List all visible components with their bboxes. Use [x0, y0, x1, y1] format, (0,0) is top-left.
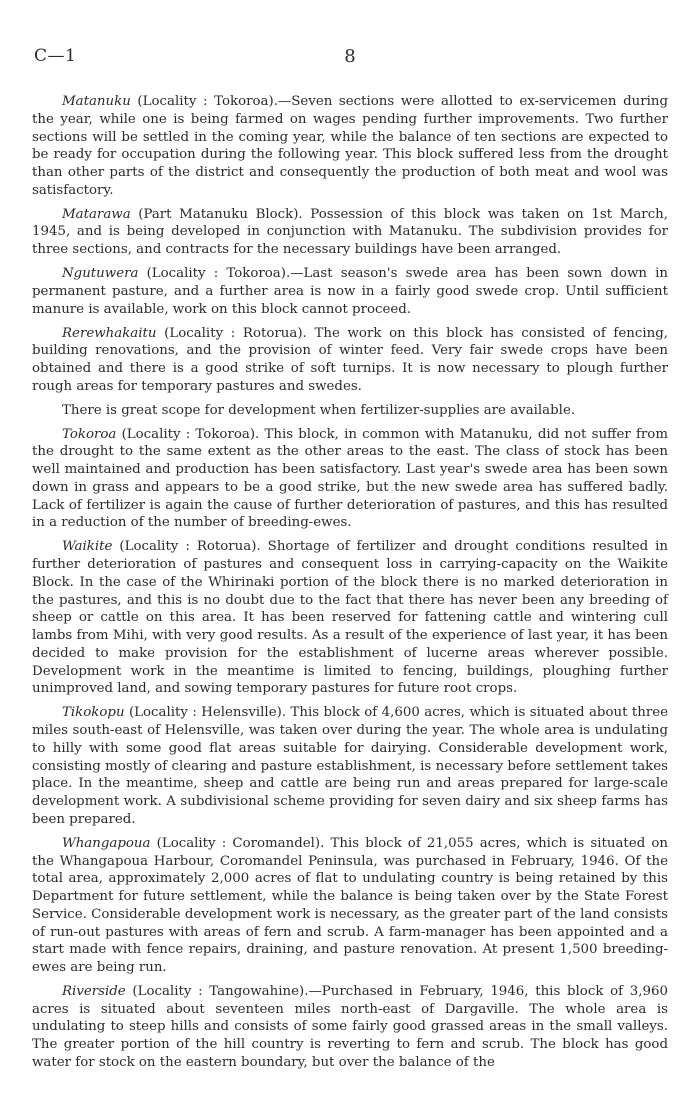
paragraph-whangapoua — [32, 835, 668, 977]
paragraph-fertilizer-note — [32, 402, 668, 420]
block-name: Matanuku — [62, 94, 131, 109]
running-header — [34, 46, 666, 70]
block-name: Whangapoua — [62, 835, 151, 851]
block-name: Tikokopu — [62, 705, 125, 721]
paragraph-text: (Locality : Tokoroa).—Seven sections were allotted to ex-servicemen during the year, while one is being farmed on wages pending further improvements. Two further sections will be settled in the coming year, while the balance of ten sections are expected to be ready for occupation during the following year. This block suffered less from the drought than other parts of the district and consequently the production of both meat and wool was satisfactory. — [32, 94, 668, 198]
paragraph-text: (Locality : Rotorua). Shortage of fertilizer and drought conditions resulted in further deterioration of pastures and consequent loss in carrying-capacity on the Waikite Block. In the case of the Whirinaki portion of the block there is no marked deterioration in the pastures, and this is no doubt due to the fact that there has never been any breeding of sheep or cattle on this area. It has been reserved for fattening cattle and wintering cull lambs from Mihi, with very good results. As a result of the experience of last year, it has been decided to make provision for the establishment of lucerne areas wherever possible. Development work in the meantime is limited to fencing, buildings, ploughing further unimproved land, and sowing temporary pastures for future root crops. — [32, 539, 668, 697]
paragraph-text: (Locality : Tangowahine).—Purchased in February, 1946, this block of 3,960 acres is situated about seventeen miles north-east of Dargaville. The whole area is undulating to steep hills and consists of some fairly good grassed areas in the small valleys. The greater portion of the hill country is reverting to fern and scrub. The block has good water for stock on the eastern boundary, but over the balance of the — [32, 983, 668, 1070]
paragraph-matarawa — [32, 206, 668, 259]
block-name: Matarawa — [62, 206, 131, 222]
paragraph-text: (Part Matanuku Block). Possession of this block was taken on 1st March, 1945, and is being developed in conjunction with Matanuku. The subdivision provides for three sections, and contracts for the necessary buildings have been arranged. — [32, 206, 668, 258]
paragraph-text: (Locality : Tokoroa).—Last season's swede area has been sown down in permanent pasture, and a further area is now in a fairly good swede crop. Until sufficient manure is available, work on this block cannot proceed. — [32, 266, 668, 317]
paragraph-text: (Locality : Helensville). This block of 4,600 acres, which is situated about three miles south-east of Helensville, was taken over during the year. The whole area is undulating to hilly with some good flat areas suitable for dairying. Considerable development work, consisting mostly of clearing and pasture establishment, is necessary before settlement takes place. In the meantime, sheep and cattle are being run and areas prepared for large-scale development work. A subdivisional scheme providing for seven dairy and six sheep farms has been prepared. — [32, 705, 668, 827]
paragraph-text: There is great scope for development when fertilizer-supplies are available. — [62, 402, 576, 418]
paragraph-waikite — [32, 538, 668, 698]
block-name: Waikite — [62, 539, 113, 555]
paragraph-riverside — [32, 983, 668, 1072]
paragraph-text: (Locality : Tokoroa). This block, in common with Matanuku, did not suffer from the drought to the same extent as the other areas to the east. The class of stock has been well maintained and production has been satisfactory. Last year's swede area has been sown down in grass and appears to be a good strike, but the new swede area has suffered badly. Lack of fertilizer is again the cause of further deterioration of pastures, and this has resulted in a reduction of the number of breeding-ewes. — [32, 426, 668, 531]
paragraph-matanuku — [32, 93, 668, 200]
paragraph-text: (Locality : Coromandel). This block of 21,055 acres, which is situated on the Whangapoua Harbour, Coromandel Peninsula, was purchased in February, 1946. Of the total area, approximately 2,000 acres of flat to undulating country is being retained by this Department for future settlement, while the balance is being taken over by the State Forest Service. Considerable development work is necessary, as the greater part of the land consists of run-out pastures with areas of fern and scrub. A farm-manager has been appointed and a start made with fence repairs, draining, and pasture renovation. At present 1,500 breeding-ewes are being run. — [32, 835, 668, 975]
paragraph-tokoroa — [32, 426, 668, 533]
paragraph-rerewhakaitu — [32, 325, 668, 396]
block-name: Rerewhakaitu — [62, 325, 157, 341]
block-name: Tokoroa — [62, 426, 117, 442]
document-code: C—1 — [34, 46, 77, 66]
block-name: Ngutuwera — [62, 266, 139, 282]
paragraph-ngutuwera — [32, 265, 668, 318]
paragraph-text: (Locality : Rotorua). The work on this block has consisted of fencing, building renovations, and the provision of winter feed. Very fair swede crops have been obtained and there is a good strike of soft turnips. It is now necessary to plough further rough areas for temporary pastures and swedes. — [32, 325, 668, 394]
page-number: 8 — [344, 46, 356, 67]
paragraph-tikokopu — [32, 704, 668, 828]
body-text — [32, 93, 668, 1078]
block-name: Riverside — [62, 983, 126, 999]
